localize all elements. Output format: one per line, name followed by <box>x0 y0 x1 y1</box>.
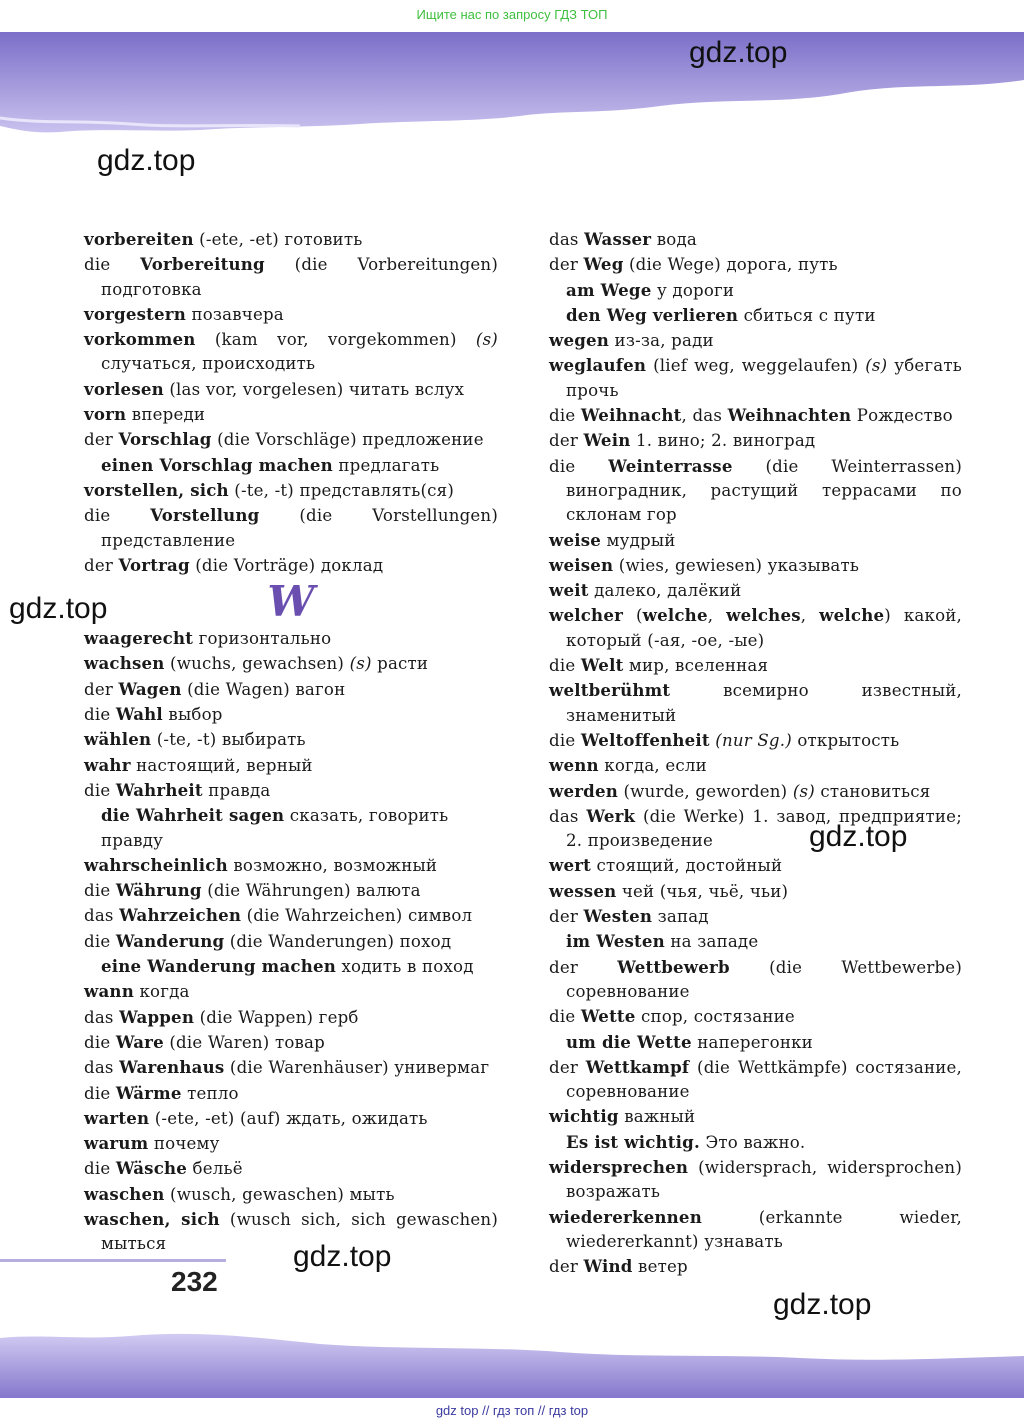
entries-w <box>84 626 498 1256</box>
dictionary-entry: vorstellen, sich (-te, -t) представлять(ся) <box>84 479 455 500</box>
dictionary-entry: vorkommen (kam vor, vorgekommen) (s) случаться, происходить <box>84 329 498 374</box>
dictionary-entry: der Wettbewerb (die Wettbewerbe) соревнование <box>549 956 963 1001</box>
dictionary-entry: wichtig важный <box>549 1106 696 1127</box>
right-column <box>549 227 962 1279</box>
dictionary-entry: die Wette спор, состязание <box>549 1006 795 1027</box>
dictionary-entry: weit далеко, далёкий <box>549 580 742 601</box>
dictionary-entry: die Weinterrasse (die Weinterrassen) виноградник, растущий террасами по склонам гор <box>549 455 962 525</box>
dictionary-entry: um die Wette наперегонки <box>566 1031 813 1052</box>
watermark: gdz.top <box>773 1288 872 1321</box>
page-number-rule <box>0 1259 226 1262</box>
dictionary-entry: der Wind ветер <box>549 1256 688 1277</box>
dictionary-entry: das Warenhaus (die Warenhäuser) универмаг <box>84 1057 490 1078</box>
dictionary-entry: die Wahrheit sagen сказать, говорить правду <box>101 805 449 850</box>
footer-band <box>0 1318 1024 1398</box>
dictionary-entry: die Vorbereitung (die Vorbereitungen) подготовка <box>84 254 498 299</box>
dictionary-entry: der Wein 1. вино; 2. виноград <box>549 430 816 451</box>
dictionary-entry: warum почему <box>84 1133 220 1154</box>
dictionary-entry: einen Vorschlag machen предлагать <box>101 454 440 475</box>
dictionary-entry: die Währung (die Währungen) валюта <box>84 880 421 901</box>
watermark: gdz.top <box>97 144 196 177</box>
section-letter: W <box>267 577 315 627</box>
dictionary-entry: die Weihnacht, das Weihnachten Рождество <box>549 405 953 426</box>
dictionary-entry: wiedererkennen (erkannte wieder, wiedererkannt) узнавать <box>549 1206 962 1251</box>
dictionary-entry: der Vorschlag (die Vorschläge) предложение <box>84 429 484 450</box>
dictionary-entry: wegen из-за, ради <box>549 330 714 351</box>
dictionary-entry: die Ware (die Waren) товар <box>84 1031 325 1052</box>
dictionary-entry: werden (wurde, geworden) (s) становиться <box>549 780 931 801</box>
page-number: 232 <box>171 1266 218 1297</box>
dictionary-entry: wahr настоящий, верный <box>84 754 313 775</box>
watermark: gdz.top <box>809 820 908 853</box>
dictionary-entry: waagerecht горизонтально <box>84 628 332 649</box>
dictionary-entry: wahrscheinlich возможно, возможный <box>84 854 438 875</box>
watermark: gdz.top <box>9 592 108 625</box>
dictionary-entry: vorgestern позавчера <box>84 303 284 324</box>
dictionary-entry: die Vorstellung (die Vorstellungen) представление <box>84 505 498 550</box>
dictionary-entry: der Vortrag (die Vorträge) доклад <box>84 554 384 575</box>
dictionary-entry: der Westen запад <box>549 906 709 927</box>
dictionary-entry: die Wahl выбор <box>84 704 223 725</box>
entries-v <box>84 227 498 578</box>
dictionary-entry: die Wanderung (die Wanderungen) поход <box>84 930 452 951</box>
dictionary-entry: vorbereiten (-ete, -et) готовить <box>84 229 363 249</box>
watermark: gdz.top <box>293 1240 392 1273</box>
left-column <box>84 227 498 1257</box>
dictionary-entry: wann когда <box>84 981 190 1002</box>
dictionary-entry: wachsen (wuchs, gewachsen) (s) расти <box>84 653 429 674</box>
dictionary-entry: die Weltoffenheit (nur Sg.) открытость <box>549 729 900 750</box>
top-notice: Ищите нас по запросу ГДЗ ТОП <box>416 7 608 22</box>
dictionary-entry: das Werk (die Werke) 1. завод, предприятие; 2. произведение <box>549 805 962 851</box>
dictionary-entry: Es ist wichtig. Это важно. <box>566 1131 806 1152</box>
dictionary-entry: vorlesen (las vor, vorgelesen) читать вслух <box>84 378 465 399</box>
dictionary-entry: die Wäsche бельё <box>84 1158 243 1179</box>
dictionary-entry: vorn впереди <box>84 404 206 425</box>
dictionary-entry: waschen (wusch, gewaschen) мыть <box>84 1183 395 1204</box>
dictionary-entry: am Wege у дороги <box>566 279 735 300</box>
dictionary-entry: den Weg verlieren сбиться с пути <box>566 304 876 325</box>
dictionary-entry: welcher (welche, welches, welche) какой, который (-ая, -ое, -ые) <box>549 605 963 650</box>
dictionary-entry: das Wasser вода <box>549 229 697 249</box>
dictionary-entry: der Wagen (die Wagen) вагон <box>84 678 346 699</box>
watermark: gdz.top <box>689 36 788 69</box>
dictionary-entry: eine Wanderung machen ходить в поход <box>101 956 474 977</box>
entries-right <box>549 227 962 1279</box>
dictionary-entry: wählen (-te, -t) выбирать <box>84 729 306 750</box>
dictionary-entry: waschen, sich (wusch sich, sich gewaschen) мыться <box>84 1208 498 1254</box>
dictionary-entry: die Wärme тепло <box>84 1082 239 1103</box>
dictionary-entry: die Wahrheit правда <box>84 779 271 800</box>
dictionary-entry: wessen чей (чья, чьё, чьи) <box>549 880 789 901</box>
dictionary-entry: die Welt мир, вселенная <box>549 655 769 676</box>
dictionary-entry: warten (-ete, -et) (auf) ждать, ожидать <box>84 1107 428 1128</box>
dictionary-entry: weise мудрый <box>549 529 676 550</box>
dictionary-entry: das Wahrzeichen (die Wahrzeichen) символ <box>84 905 473 926</box>
dictionary-entry: im Westen на западе <box>566 931 759 952</box>
dictionary-entry: weltberühmt всемирно известный, знаменитый <box>549 680 962 725</box>
dictionary-entry: wenn когда, если <box>549 755 707 776</box>
footer-text: gdz top // гдз топ // гдз top <box>435 1403 589 1418</box>
dictionary-entry: der Wettkampf (die Wettkämpfe) состязание, соревнование <box>549 1056 962 1102</box>
dictionary-entry: widersprechen (widersprach, widersprochen) возражать <box>549 1156 962 1202</box>
dictionary-entry: der Weg (die Wege) дорога, путь <box>549 254 838 275</box>
dictionary-entry: das Wappen (die Wappen) герб <box>84 1006 359 1027</box>
dictionary-entry: wert стоящий, достойный <box>549 855 783 876</box>
dictionary-entry: weisen (wies, gewiesen) указывать <box>549 554 860 575</box>
header-band <box>0 32 1024 142</box>
dictionary-entry: weglaufen (lief weg, weggelaufen) (s) убегать прочь <box>549 355 963 400</box>
